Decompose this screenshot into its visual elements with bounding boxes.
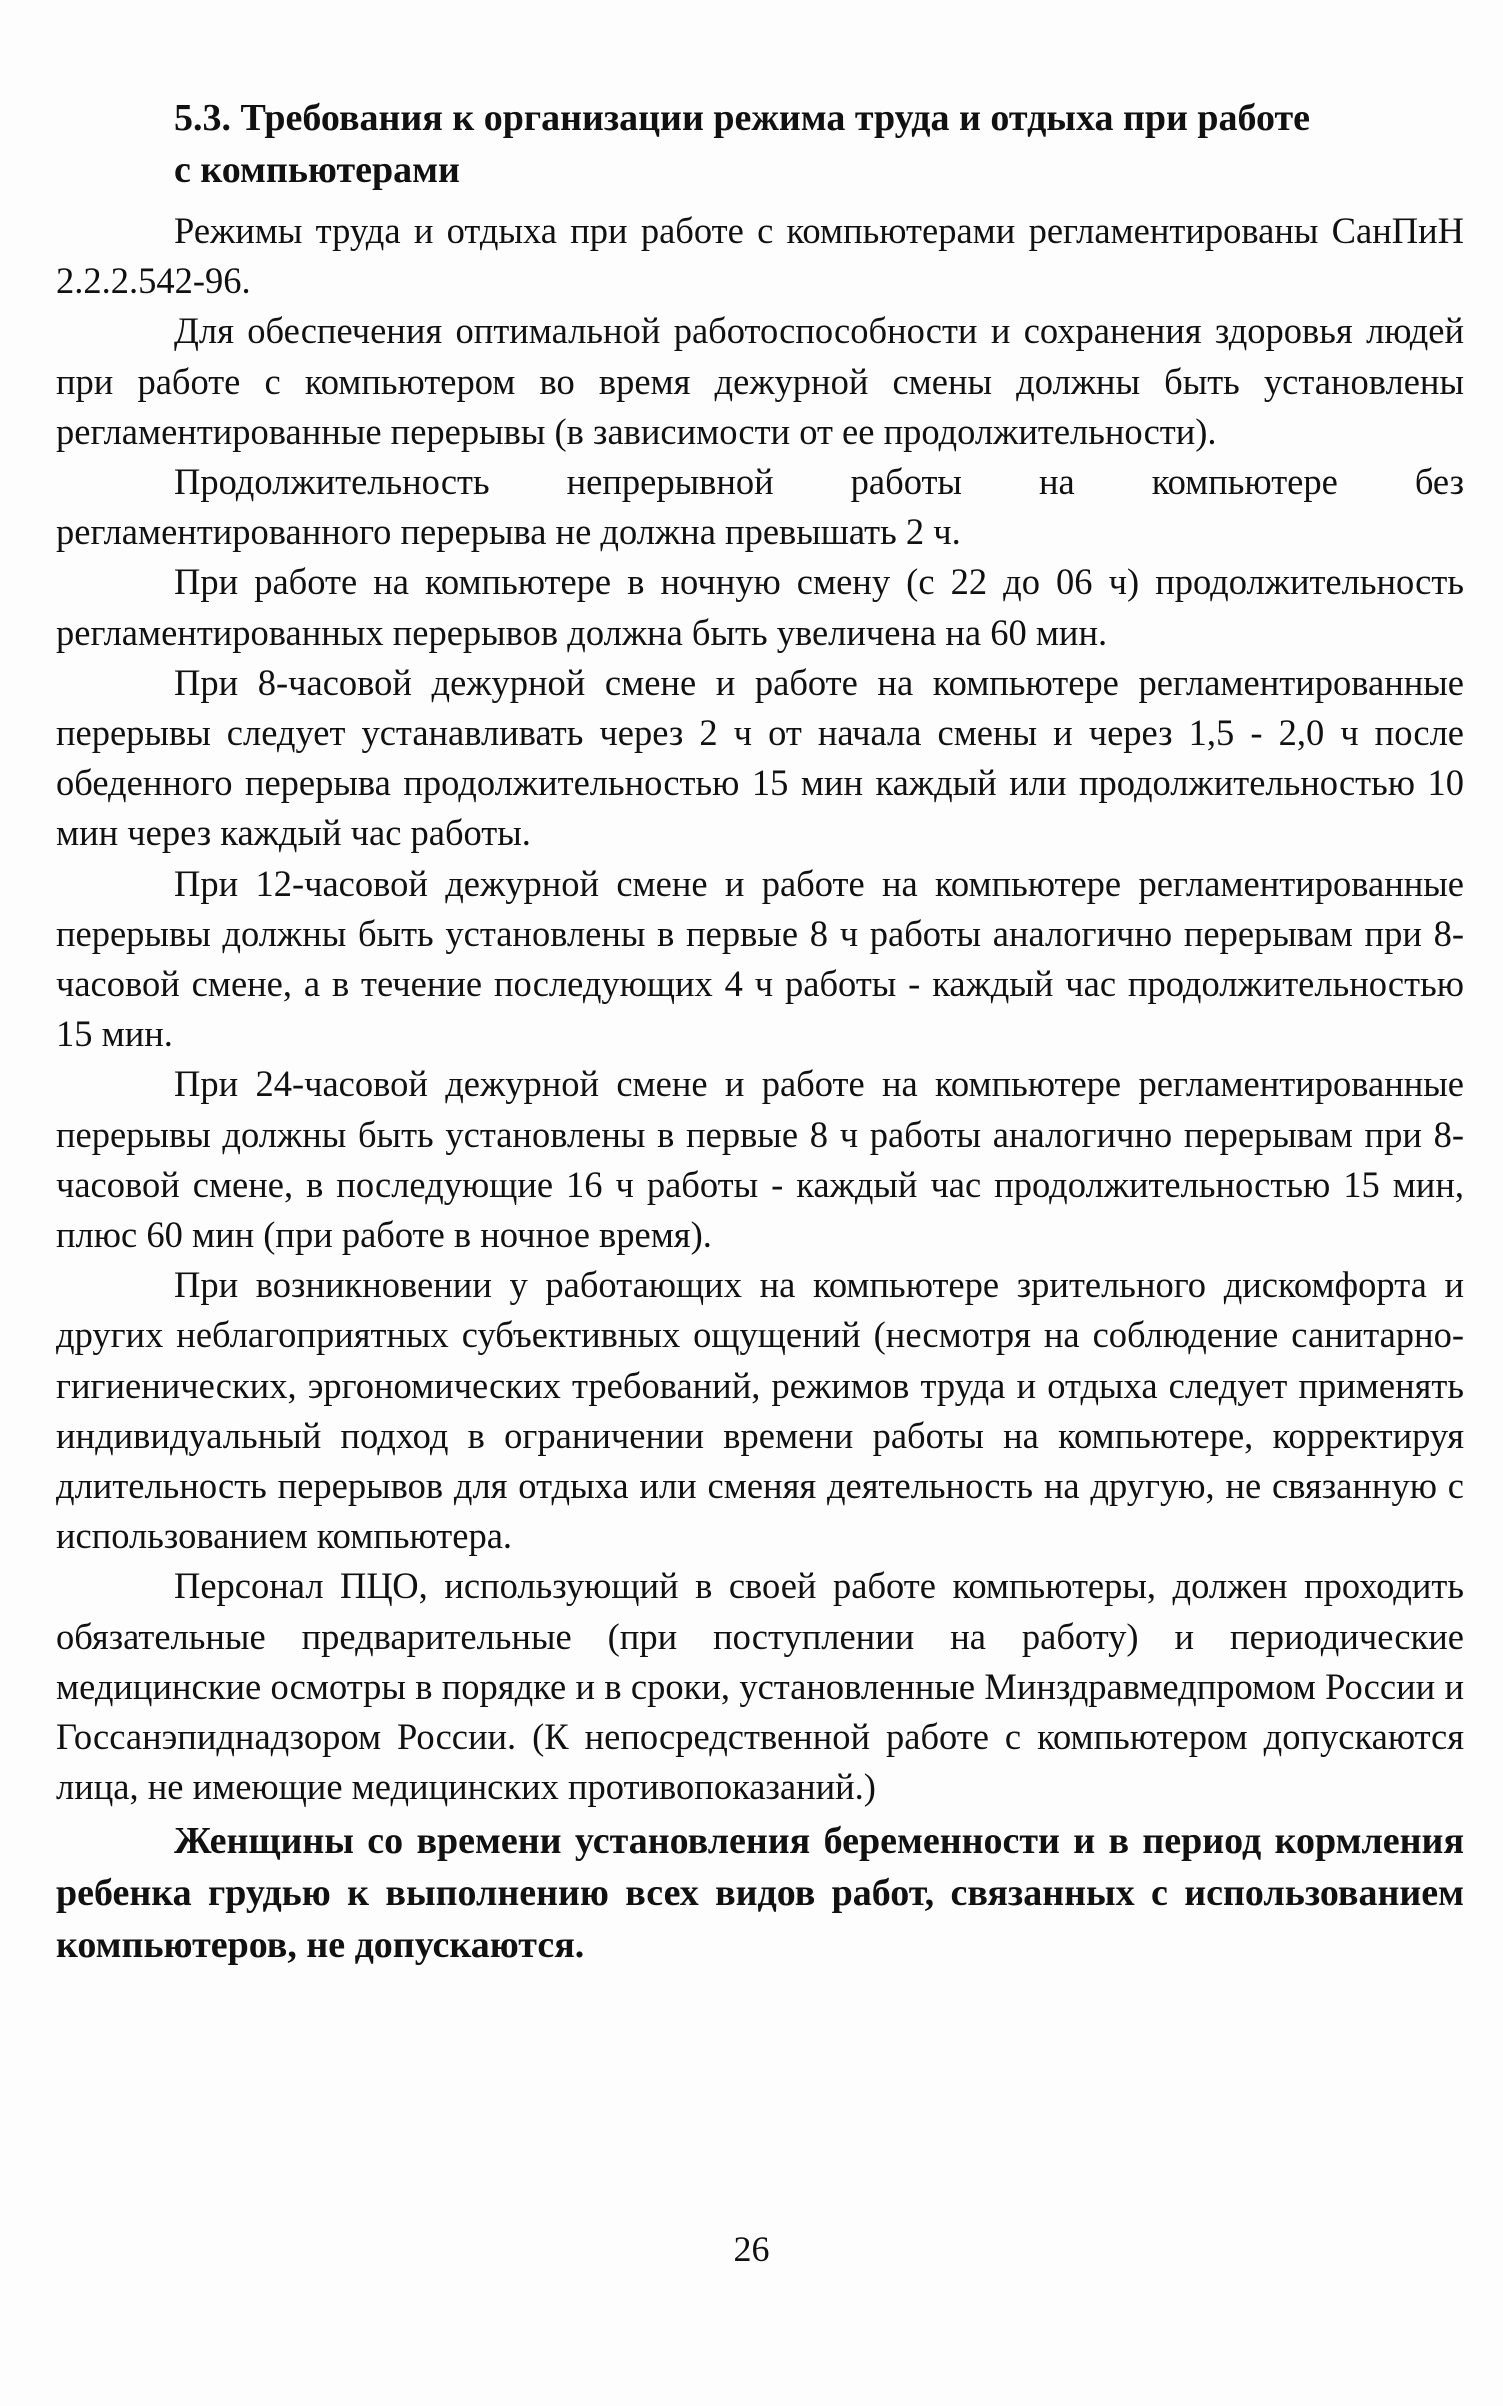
section-heading-line-2: с компьютерами — [174, 149, 460, 191]
paragraph-continuous-work: Продолжительность непрерывной работы на компьютере без регламентированного перерыва не должна превышать 2 ч. — [56, 461, 1464, 553]
paragraph-medical-checks: Персонал ПЦО, использующий в своей работе компьютеры, должен проходить обязательные предварительные (при поступлении на работу) и периодические медицинские осмотры в порядке и в сроки, установленные Минздравмедпромом России и Госсанэпиднадзором России. (К непосредственной работе с компьютером допускаются лица, не имеющие медицинских противопоказаний.) — [56, 1565, 1464, 1808]
paragraph-breaks-required: Для обеспечения оптимальной работоспособности и сохранения здоровья людей при работе с компьютером во время дежурной смены должны быть установлены регламентированные перерывы (в зависимости от ее продолжительности). — [56, 310, 1464, 452]
paragraph-12-hour-shift: При 12-часовой дежурной смене и работе на компьютере регламентированные перерывы должны быть установлены в первые 8 ч работы аналогично перерывам при 8-часовой смене, а в течение последующих 4 ч работы - каждый час продолжительностью 15 мин. — [56, 862, 1464, 1055]
section-heading — [174, 92, 1464, 196]
section-heading-line-1: 5.3. Требования к организации режима труда и отдыха при работе — [174, 97, 1311, 139]
page-content — [56, 92, 1464, 1971]
paragraph-visual-discomfort: При возникновении у работающих на компьютере зрительного дискомфорта и других неблагоприятных субъективных ощущений (несмотря на соблюдение санитарно-гигиенических, эргономических требований, режимов труда и отдыха следует применять индивидуальный подход в ограничении времени работы на компьютере, корректируя длительность перерывов для отдыха или сменяя деятельность на другую, не связанную с использованием компьютера. — [56, 1264, 1464, 1557]
paragraph-night-shift: При работе на компьютере в ночную смену (с 22 до 06 ч) продолжительность регламентированных перерывов должна быть увеличена на 60 мин. — [56, 561, 1464, 653]
paragraph-pregnancy-restriction: Женщины со времени установления беременности и в период кормления ребенка грудью к выполнению всех видов работ, связанных с использованием компьютеров, не допускаются. — [56, 1819, 1464, 1966]
paragraph-8-hour-shift: При 8-часовой дежурной смене и работе на компьютере регламентированные перерывы следует устанавливать через 2 ч от начала смены и через 1,5 - 2,0 ч после обеденного перерыва продолжительностью 15 мин каждый или продолжительностью 10 мин через каждый час работы. — [56, 661, 1464, 854]
paragraph-24-hour-shift: При 24-часовой дежурной смене и работе на компьютере регламентированные перерывы должны быть установлены в первые 8 ч работы аналогично перерывам при 8-часовой смене, в последующие 16 ч работы - каждый час продолжительностью 15 мин, плюс 60 мин (при работе в ночное время). — [56, 1063, 1464, 1256]
paragraph-sanpin: Режимы труда и отдыха при работе с компьютерами регламентированы СанПиН 2.2.2.542-96. — [56, 210, 1464, 302]
page-number: 26 — [733, 2229, 770, 2269]
